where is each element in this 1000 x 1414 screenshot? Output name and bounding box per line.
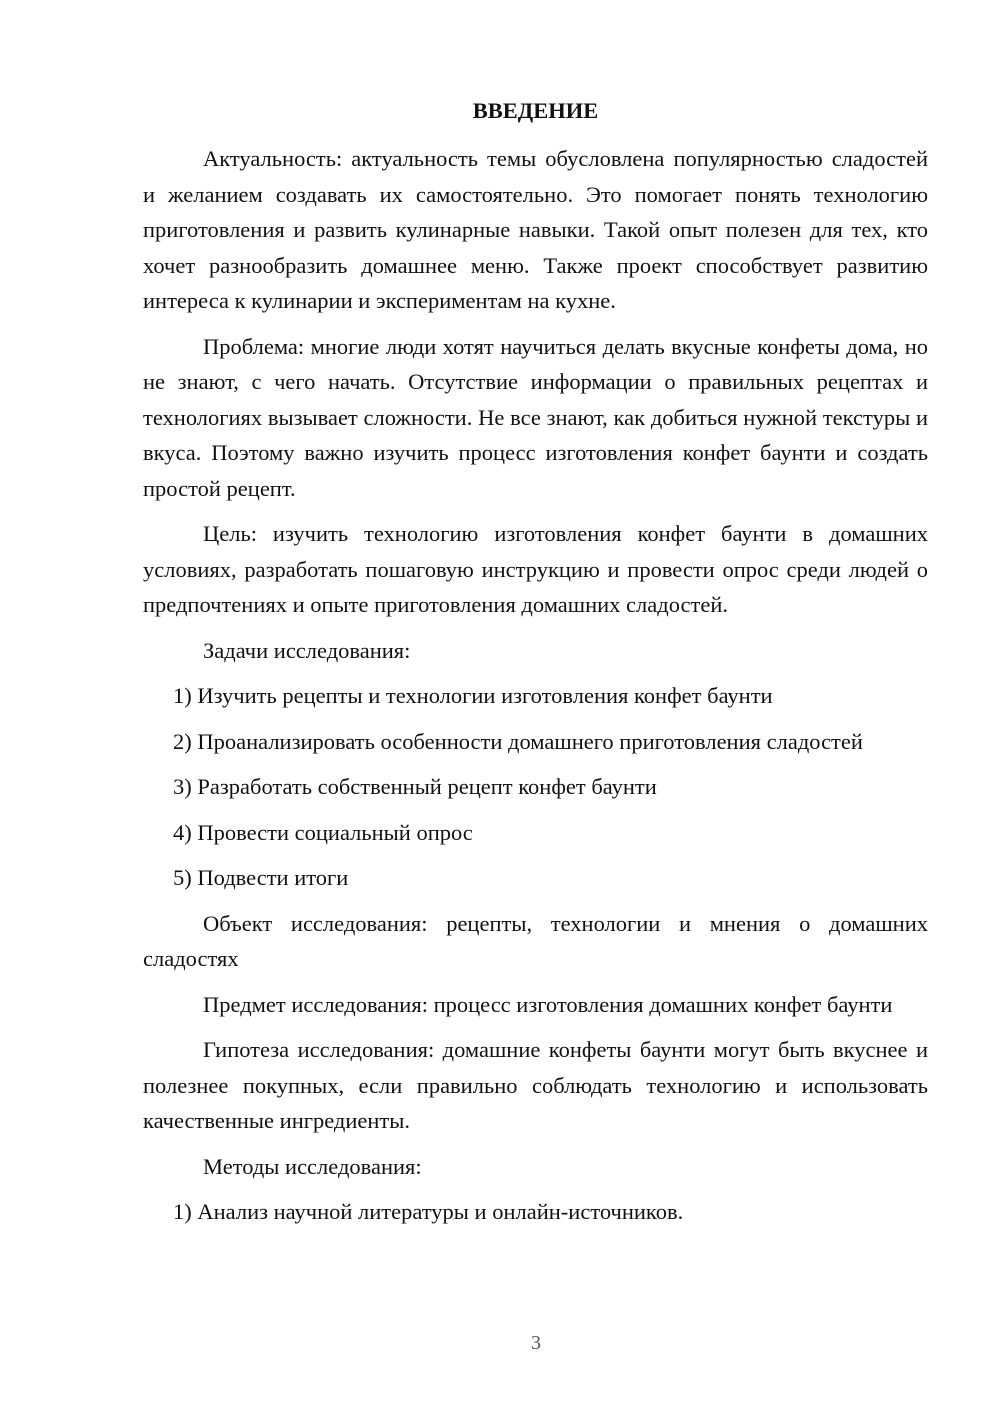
goal-paragraph: Цель: изучить технологию изготовления конфет баунти в домашних условиях, разработать пошаговую инструкцию и провести опрос среди людей о предпочтениях и опыте приготовления домашних сладостей. <box>143 521 928 617</box>
tasks-label: Задачи исследования: <box>203 637 411 663</box>
object-paragraph: Объект исследования: рецепты, технологии и мнения о домашних сладостях <box>143 910 928 971</box>
problem-paragraph: Проблема: многие люди хотят научиться делать вкусные конфеты дома, но не знают, с чего начать. Отсутствие информации о правильных рецептах и технологиях вызывает сложности. Не все знают, как добиться нужной текстуры и вкуса. Поэтому важно изучить процесс изготовления конфет баунти и создать простой рецепт. <box>143 333 928 501</box>
subject-paragraph: Предмет исследования: процесс изготовления домашних конфет баунти <box>203 991 893 1017</box>
page-title: ВВЕДЕНИЕ <box>472 98 599 123</box>
task-item: 2) Проанализировать особенности домашнего приготовления сладостей <box>173 728 863 754</box>
methods-label: Методы исследования: <box>203 1153 422 1179</box>
relevance-paragraph: Актуальность: актуальность темы обусловлена популярностью сладостей и желанием создавать их самостоятельно. Это помогает понять технологию приготовления и развить кулинарные навыки. Такой опыт полезен для тех, кто хочет разнообразить домашнее меню. Также проект способствует развитию интереса к кулинарии и экспериментам на кухне. <box>143 146 928 313</box>
task-item: 3) Разработать собственный рецепт конфет баунти <box>173 774 657 799</box>
page-number: 3 <box>531 1332 541 1354</box>
hypothesis-paragraph: Гипотеза исследования: домашние конфеты баунти могут быть вкуснее и полезнее покупных, если правильно соблюдать технологию и использовать качественные ингредиенты. <box>143 1037 928 1133</box>
document-page <box>143 96 928 1240</box>
task-item: 4) Провести социальный опрос <box>173 819 473 845</box>
task-item: 1) Изучить рецепты и технологии изготовления конфет баунти <box>173 683 773 708</box>
method-item: 1) Анализ научной литературы и онлайн-источников. <box>173 1199 684 1224</box>
task-item: 5) Подвести итоги <box>173 865 349 890</box>
